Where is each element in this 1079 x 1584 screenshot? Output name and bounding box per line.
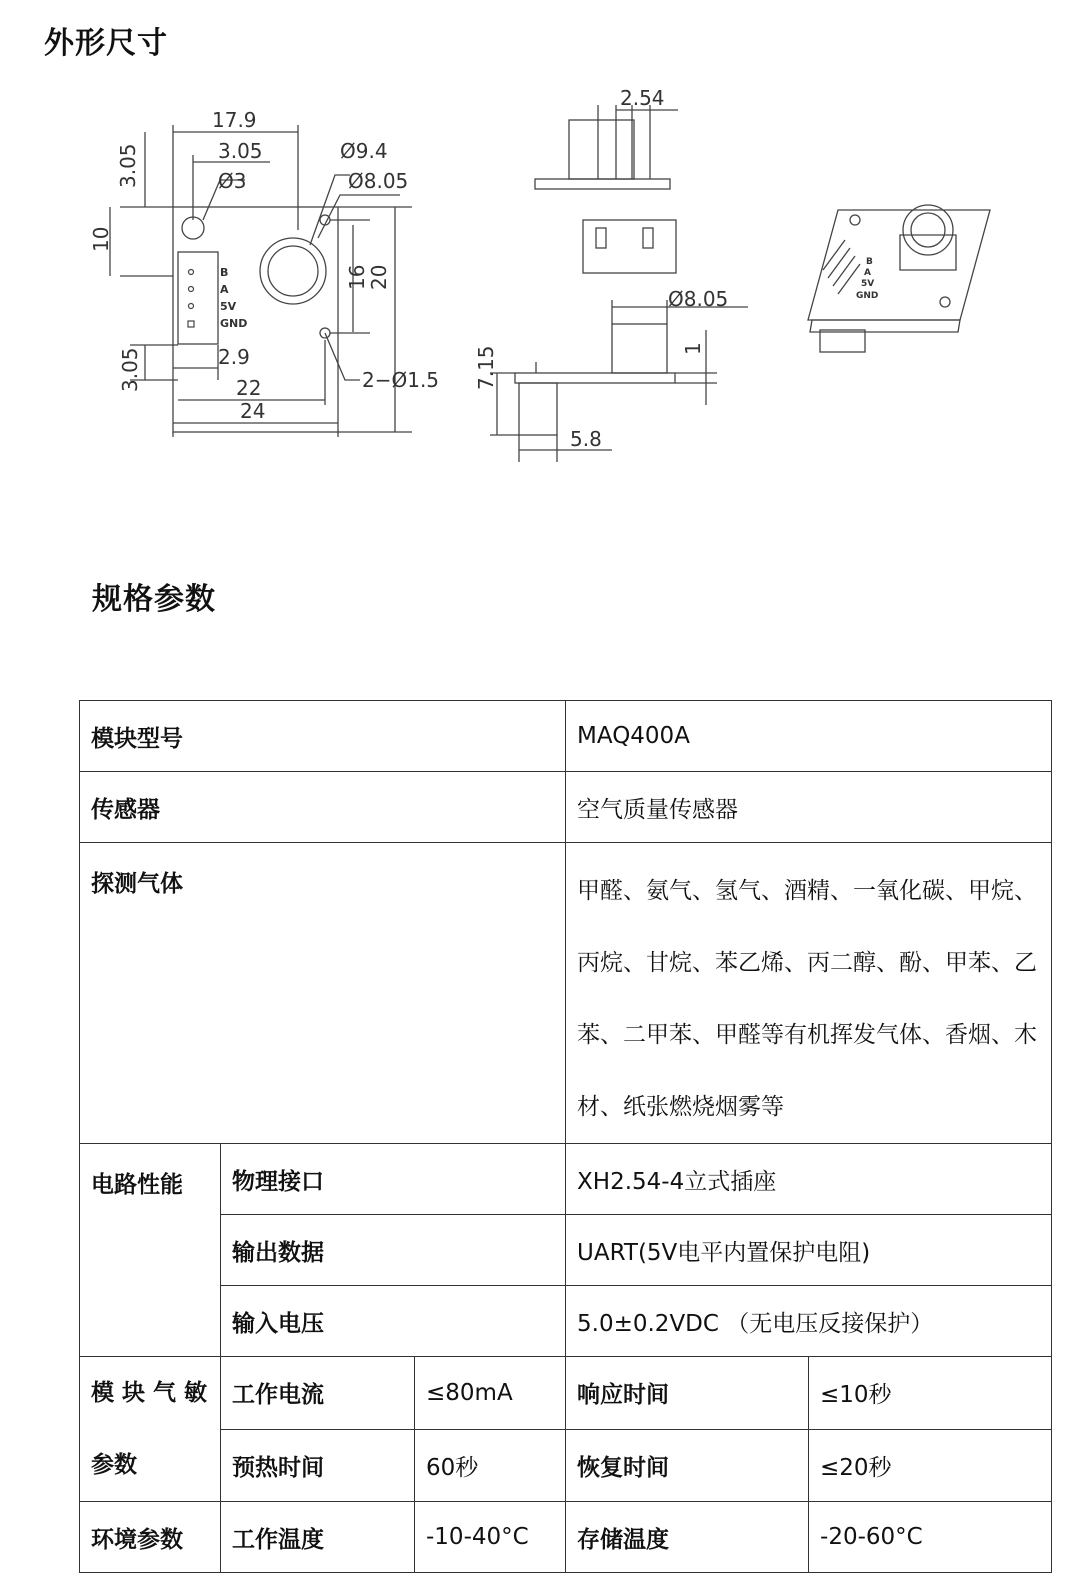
- section-title-specs: 规格参数: [92, 582, 216, 617]
- model-value: MAQ400A: [566, 701, 1052, 772]
- interface-label: 物理接口: [221, 1144, 566, 1215]
- gas-value: 甲醛、氨气、氢气、酒精、一氧化碳、甲烷、丙烷、甘烷、苯乙烯、丙二醇、酚、甲苯、乙苯、二甲苯、甲醛等有机挥发气体、香烟、木材、纸张燃烧烟雾等: [566, 843, 1052, 1144]
- dim-16: 16: [345, 264, 369, 290]
- model-label: 模块型号: [80, 701, 566, 772]
- dim-2-d1-5: 2−Ø1.5: [362, 368, 440, 392]
- recovery-value: ≤20秒: [809, 1429, 1052, 1502]
- table-row-preheat: [80, 1429, 1052, 1502]
- op-temp-value: -10-40°C: [415, 1502, 566, 1573]
- table-row-model: [80, 701, 1052, 772]
- dim-17-9: 17.9: [212, 108, 257, 132]
- dim-5-8: 5.8: [570, 427, 602, 451]
- iso-pin-a: A: [864, 268, 871, 278]
- dim-10: 10: [89, 226, 113, 252]
- sensor-label: 传感器: [80, 772, 566, 843]
- dim-d3: Ø3: [218, 169, 247, 193]
- input-label: 输入电压: [221, 1286, 566, 1357]
- dimension-drawing: [0, 80, 1079, 500]
- sensor-inner: [268, 246, 318, 296]
- input-value: 5.0±0.2VDC （无电压反接保护）: [566, 1286, 1052, 1357]
- table-row-interface: [80, 1144, 1052, 1215]
- table-row-output: [80, 1215, 1052, 1286]
- dim-7-15: 7.15: [474, 345, 498, 390]
- sensor-value: 空气质量传感器: [566, 772, 1052, 843]
- pin-label-5v: 5V: [220, 300, 237, 313]
- response-value: ≤10秒: [809, 1357, 1052, 1430]
- preheat-value: 60秒: [415, 1429, 566, 1502]
- output-value: UART(5V电平内置保护电阻): [566, 1215, 1052, 1286]
- response-label: 响应时间: [566, 1357, 809, 1430]
- dim-3-05-bottom: 3.05: [118, 347, 142, 392]
- iso-pin-gnd: GND: [856, 291, 879, 301]
- interface-value: XH2.54-4立式插座: [566, 1144, 1052, 1215]
- op-temp-label: 工作温度: [221, 1502, 415, 1573]
- pin-header: [178, 252, 218, 344]
- storage-label: 存储温度: [566, 1502, 809, 1573]
- table-row-sensor: [80, 772, 1052, 843]
- iso-pin-5v: 5V: [861, 279, 875, 289]
- storage-value: -20-60°C: [809, 1502, 1052, 1573]
- iso-pin-b: B: [866, 257, 873, 267]
- output-label: 输出数据: [221, 1215, 566, 1286]
- dim-20: 20: [367, 264, 391, 290]
- preheat-label: 预热时间: [221, 1429, 415, 1502]
- sensor-outer: [260, 238, 326, 304]
- pin-label-b: B: [220, 266, 229, 279]
- iso-view-board: [808, 210, 990, 320]
- table-row-input: [80, 1286, 1052, 1357]
- dim-d9-4: Ø9.4: [340, 139, 388, 163]
- dim-3-05-left: 3.05: [116, 143, 140, 188]
- dim-2-9: 2.9: [218, 345, 250, 369]
- dim-3-05-top: 3.05: [218, 139, 263, 163]
- table-row-gas: [80, 843, 1052, 1144]
- env-label: 环境参数: [80, 1502, 221, 1573]
- dim-24: 24: [240, 399, 266, 423]
- dim-1: 1: [681, 342, 705, 355]
- dim-2-54: 2.54: [620, 86, 665, 110]
- dim-side-d8-05: Ø8.05: [668, 287, 729, 311]
- dim-d8-05: Ø8.05: [348, 169, 409, 193]
- table-row-env: [80, 1502, 1052, 1573]
- circuit-label: 电路性能: [80, 1144, 221, 1357]
- dim-22: 22: [236, 376, 262, 400]
- side-view-board: [515, 373, 675, 383]
- spec-table: [79, 700, 1052, 1573]
- current-value: ≤80mA: [415, 1357, 566, 1430]
- gas-params-label: 模 块 气 敏 参数: [80, 1357, 221, 1502]
- recovery-label: 恢复时间: [566, 1429, 809, 1502]
- pin-label-gnd: GND: [220, 317, 248, 330]
- pin-label-a: A: [220, 283, 229, 296]
- table-row-current: [80, 1357, 1052, 1430]
- gas-label: 探测气体: [80, 843, 566, 1144]
- side-view-sensor: [612, 324, 667, 373]
- mount-hole-3: [182, 217, 204, 239]
- current-label: 工作电流: [221, 1357, 415, 1430]
- section-title-dimensions: 外形尺寸: [44, 26, 168, 61]
